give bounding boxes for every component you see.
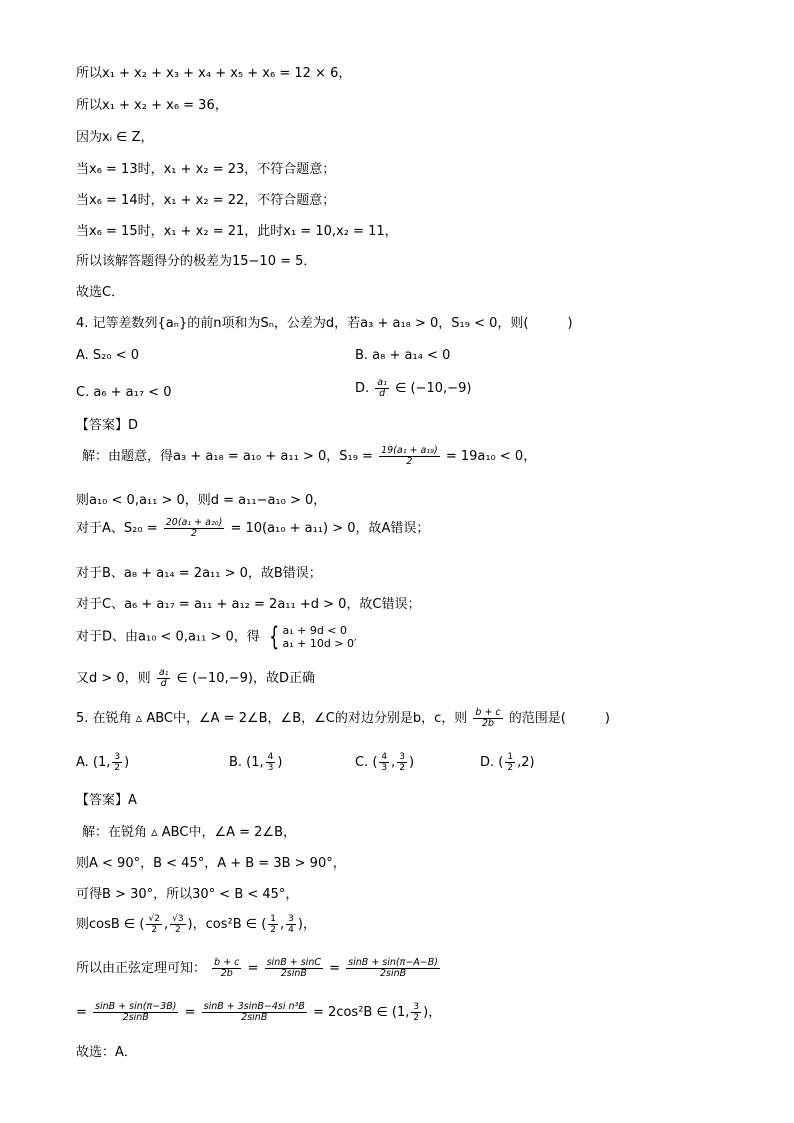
- answer-4-label: 【答案】D: [76, 418, 139, 433]
- text-line: 当x₆ = 13时，x₁ + x₂ = 23，不符合题意；: [76, 162, 336, 177]
- fraction: $\frac{3}{2}$: [413, 1002, 420, 1023]
- question-5-option-d: D. ( $\frac{1}{2}$ ,2): [480, 752, 535, 773]
- question-5-stem: 5. 在锐角 ▵ ABC中，∠A = 2∠B，∠B，∠C的对边分别是b，c，则 $\frac{b + c}{2b}$ 的范围是( ): [76, 707, 610, 729]
- solution-5-line-7: 故选：A．: [76, 1045, 137, 1060]
- solution-5-line-1: 解：在锐角 ▵ ABC中，∠A = 2∠B，: [82, 825, 296, 840]
- fraction: $\frac{√3}{2}$: [172, 914, 184, 935]
- question-4-stem: 4. 记等差数列{aₙ}的前n项和为Sₙ，公差为d，若a₃ + a₁₈ > 0，S₁₉ < 0，则( ): [76, 316, 573, 331]
- question-5-option-c: C. ( $\frac{4}{3}$ , $\frac{3}{2}$ ): [355, 752, 415, 773]
- solution-5-line-2: 则A < 90°，B < 45°，A + B = 3B > 90°，: [76, 856, 346, 871]
- fraction: $\frac{3}{2}$: [399, 752, 406, 773]
- fraction: $\frac{4}{3}$: [381, 752, 388, 773]
- question-5-option-a: A. (1, $\frac{3}{2}$ ): [76, 752, 130, 773]
- fraction: $\frac{\sin B + \sin(\pi-3B)}{2\sin B}$: [95, 1001, 177, 1023]
- text-line: 当x₆ = 15时，x₁ + x₂ = 21，此时x₁ = 10,x₂ = 11，: [76, 224, 398, 239]
- option-label: D.: [355, 381, 370, 396]
- solution-4-line-4: 对于B、a₈ + a₁₄ = 2a₁₁ > 0，故B错误；: [76, 566, 322, 581]
- text-line: 故选C．: [76, 285, 125, 300]
- fraction: $\frac{1}{2}$: [507, 752, 514, 773]
- text-line: 所以x₁ + x₂ + x₃ + x₄ + x₅ + x₆ = 12 × 6，: [76, 66, 352, 81]
- question-4-option-b: B. a₈ + a₁₄ < 0: [355, 348, 451, 363]
- question-4-option-c: C. a₆ + a₁₇ < 0: [76, 385, 172, 400]
- fraction: $\frac{\text{sinB + 3sinB−4si n³B}}{2\sin B}$: [203, 1001, 305, 1023]
- fraction: $\frac{√2}{2}$: [148, 914, 160, 935]
- fraction: $\frac{b + c}{2b}$: [475, 707, 501, 729]
- text-line: 当x₆ = 14时，x₁ + x₂ = 22，不符合题意；: [76, 193, 336, 208]
- answer-5-label: 【答案】A: [76, 793, 137, 808]
- fraction: $\frac{1}{2}$: [270, 914, 277, 935]
- fraction: $\frac{\text{20(a₁ + a₂₀)}}{2}$: [165, 517, 223, 539]
- fraction: $\frac{b + c}{2b}$: [214, 957, 240, 979]
- question-5-option-b: B. (1, $\frac{4}{3}$ ): [229, 752, 283, 773]
- question-4-option-d: [355, 378, 471, 399]
- fraction: $\frac{\sin B + \sin C}{2\sin B}$: [266, 957, 321, 979]
- option-text: ∈ (−10,−9): [395, 381, 472, 396]
- equation-system: { a₁ + 9d < 0 a₁ + 10d > 0′: [269, 622, 357, 652]
- fraction: $\frac{3}{2}$: [114, 752, 121, 773]
- text-line: 所以该解答题得分的极差为15−10 = 5．: [76, 254, 317, 269]
- fraction: $\frac{3}{4}$: [288, 914, 294, 935]
- text-line: 所以x₁ + x₂ + x₆ = 36，: [76, 98, 228, 113]
- solution-4-line-7: 又d > 0，则 $\frac{\text{a₁}}{d}$ ∈ (−10,−9)，故D正确: [76, 667, 315, 689]
- solution-5-line-6: = $\frac{\sin B + \sin(\pi-3B)}{2\sin B}$ = $\frac{\text{sinB + 3sinB−4si n³B}}{2\sin B}$ = 2cos²B ∈ (1, $\frac{3}{2}$ )，: [76, 1001, 442, 1023]
- fraction: $\frac{\text{a₁}}{d}$: [158, 667, 169, 689]
- fraction: $\frac{4}{3}$: [267, 752, 274, 773]
- fraction: $\frac{\text{a₁}}{d}$: [377, 377, 387, 399]
- solution-4-line-5: 对于C、a₆ + a₁₇ = a₁₁ + a₁₂ = 2a₁₁ +d > 0，故C错误；: [76, 597, 421, 612]
- fraction: $\frac{\text{19(a₁ + a₁₉)}}{2}$: [381, 445, 438, 467]
- text-line: 因为xᵢ ∈ Z，: [76, 130, 154, 145]
- solution-5-line-3: 可得B > 30°，所以30° < B < 45°，: [76, 887, 299, 902]
- solution-4-line-6: 对于D、由a₁₀ < 0,a₁₁ > 0，得 { a₁ + 9d < 0 a₁ + 10d > 0′: [76, 622, 357, 652]
- solution-5-line-5: 所以由正弦定理可知： $\frac{b + c}{2b}$ = $\frac{\sin B + \sin C}{2\sin B}$ = $\frac{\sin B + \sin(\pi-A-B)}{2\sin B}$: [76, 957, 438, 979]
- fraction: $\frac{\sin B + \sin(\pi-A-B)}{2\sin B}$: [348, 957, 438, 979]
- solution-4-line-3: 对于A、S₂₀ = $\frac{\text{20(a₁ + a₂₀)}}{2}$ = 10(a₁₀ + a₁₁) > 0，故A错误；: [76, 517, 430, 539]
- solution-4-line-1: 解：由题意，得a₃ + a₁₈ = a₁₀ + a₁₁ > 0，S₁₉ = $\frac{\text{19(a₁ + a₁₉)}}{2}$ = 19a₁₀ < 0，: [82, 445, 537, 467]
- solution-4-line-2: 则a₁₀ < 0,a₁₁ > 0，则d = a₁₁−a₁₀ > 0，: [76, 493, 327, 508]
- question-4-option-a: A. S₂₀ < 0: [76, 348, 140, 363]
- solution-5-line-4: 则cosB ∈ ( $\frac{√2}{2}$ , $\frac{√3}{2}$ )，cos²B ∈ ( $\frac{1}{2}$ , $\frac{3}{4}$ )，: [76, 914, 316, 935]
